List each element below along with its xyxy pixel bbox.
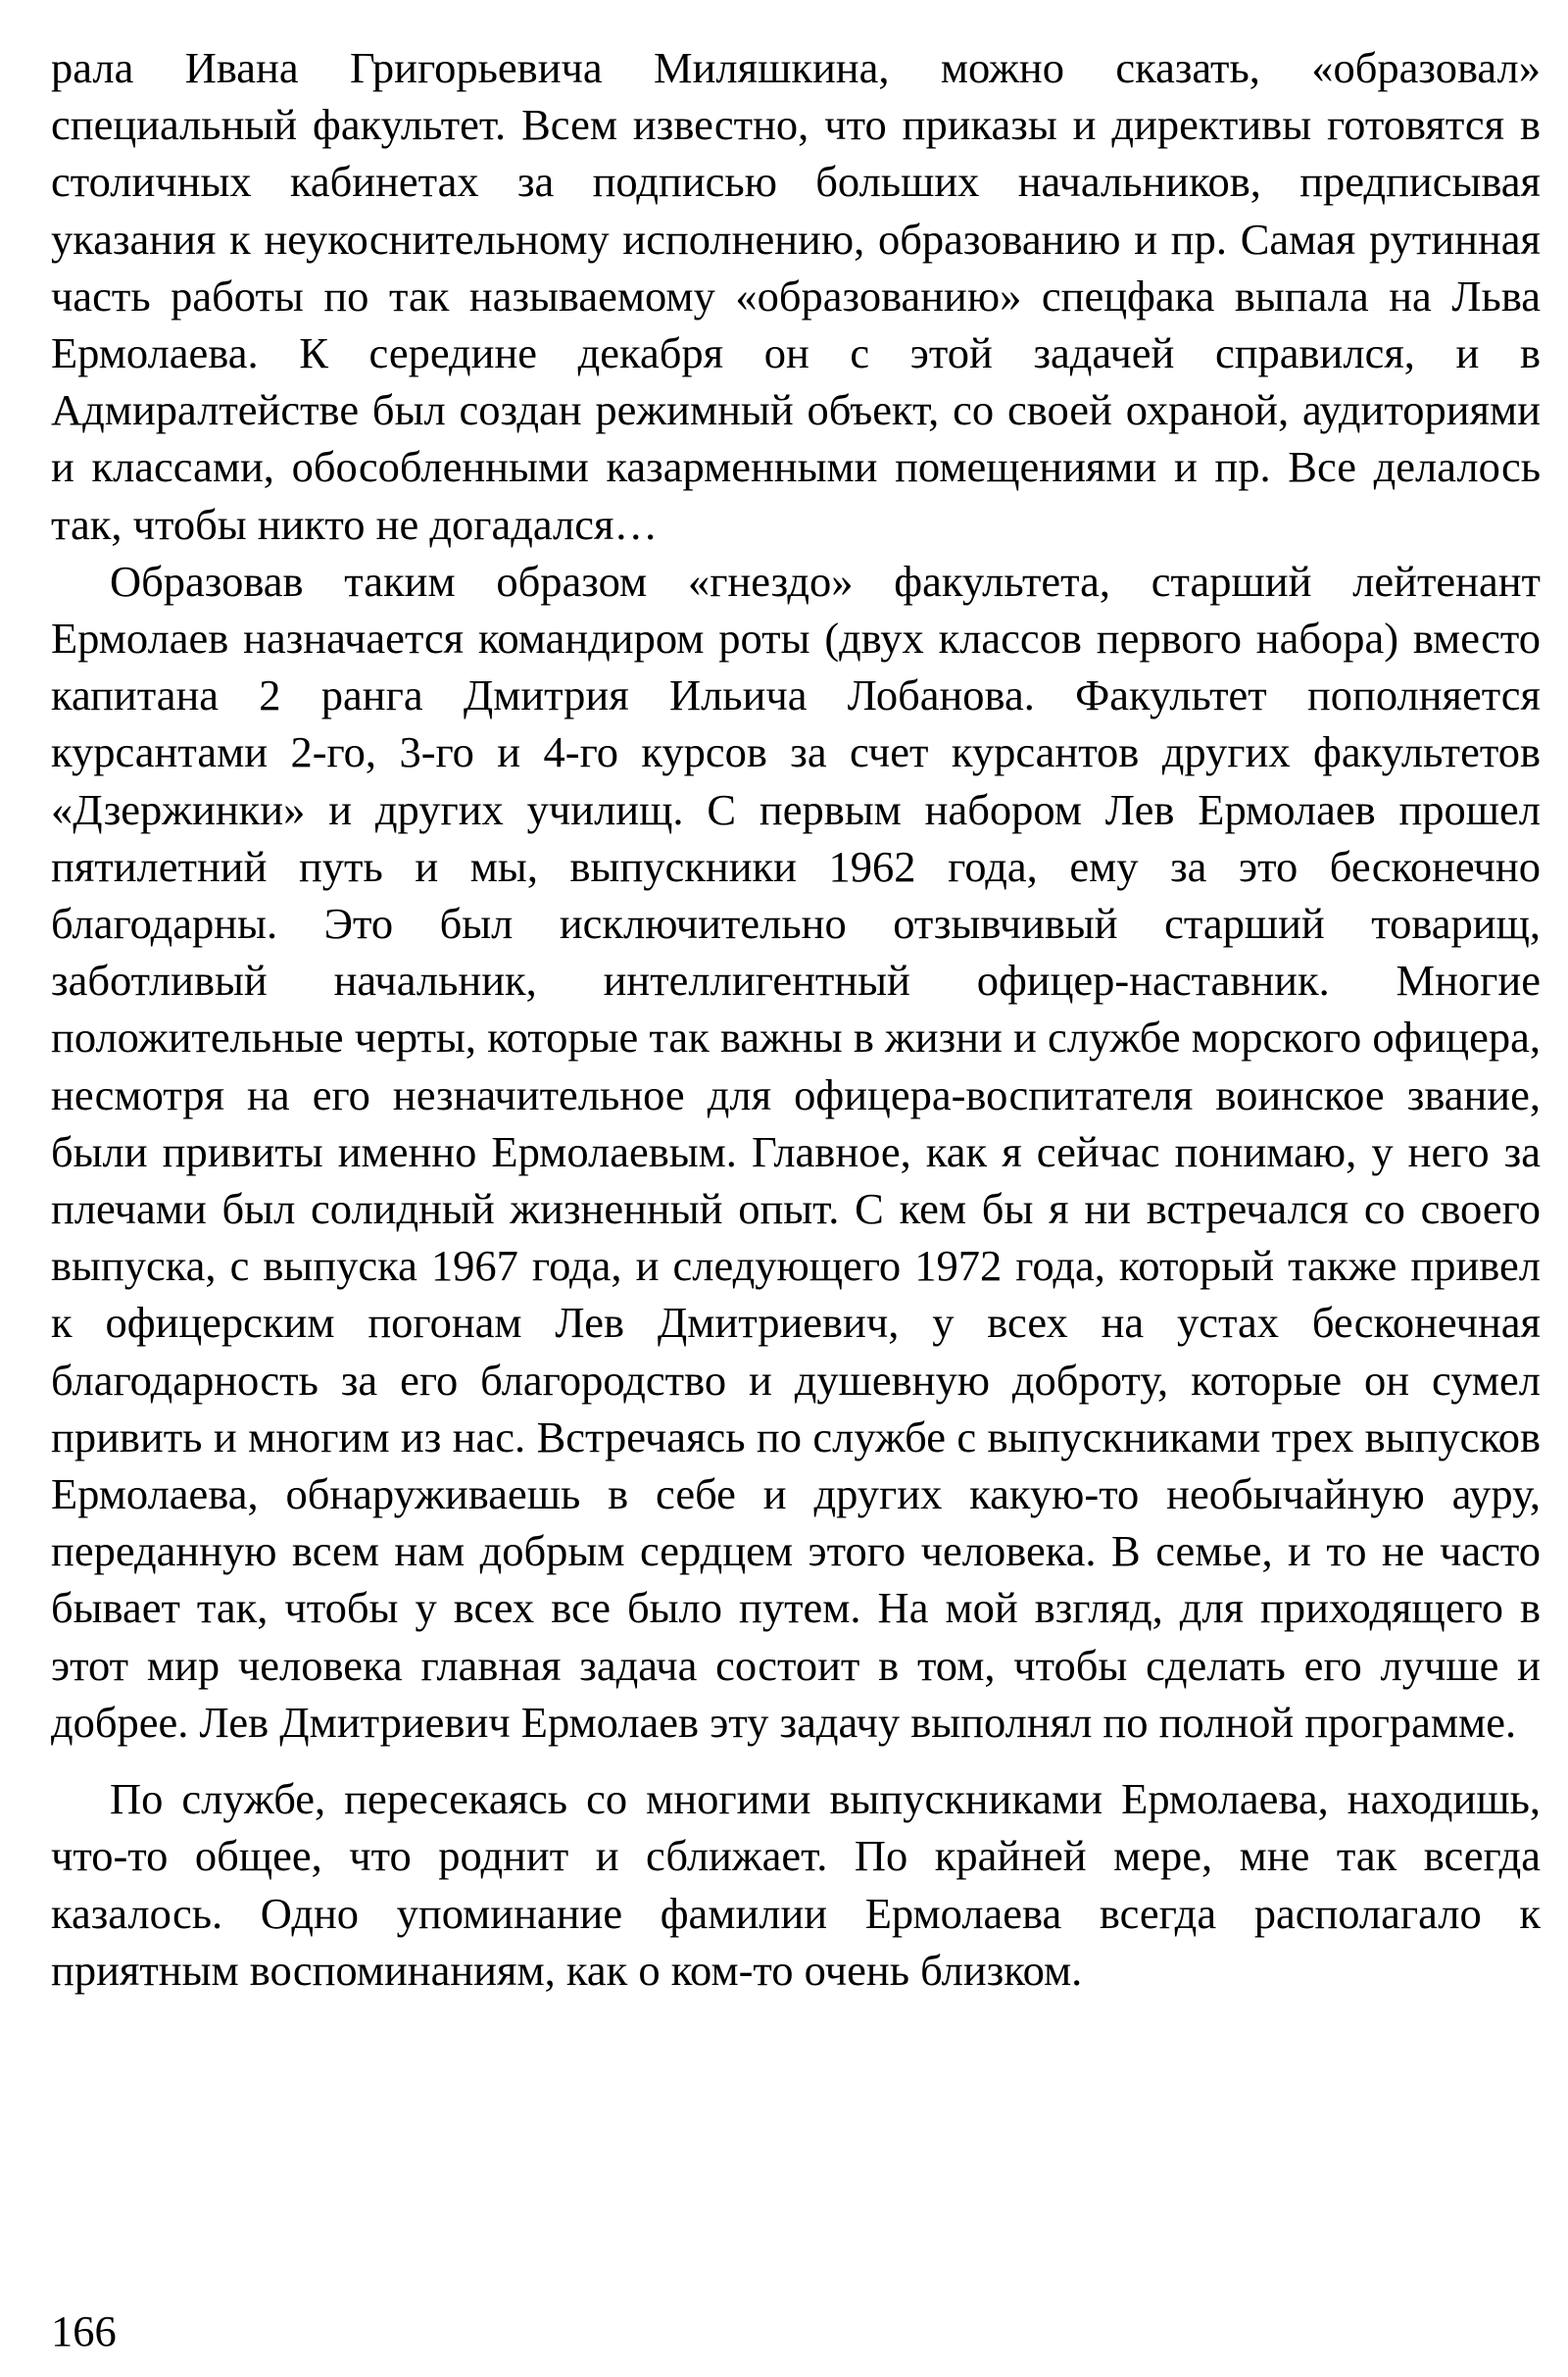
paragraph-continuation: рала Ивана Григорьевича Миляшкина, можно сказать, «образовал» специальный факультет. Всем известно, что приказы и директивы готовятся в столичных кабинетах за подписью больших начальников, предписывая указания к неукоснительному исполнению, образованию и пр. Самая рутинная часть работы по так называемому «образованию» спецфака выпала на Льва Ермолаева. К середине декабря он с этой задачей справился, и в Адмиралтействе был создан режимный объект, со своей охраной, аудиториями и классами, обособленными казарменными помещениями и пр. Все делалось так, чтобы никто не догадался… bbox=[51, 43, 1541, 549]
paragraph-yermolaev-company-commander: Образовав таким образом «гнездо» факультета, старший лейтенант Ермолаев назначается командиром роты (двух классов первого набора) вместо капитана 2 ранга Дмитрия Ильича Лобанова. Факультет пополняется курсантами 2-го, 3-го и 4-го курсов за счет курсантов других факультетов «Дзержинки» и других училищ. С первым набором Лев Ермолаев прошел пятилетний путь и мы, выпускники 1962 года, ему за это бесконечно благодарны. Это был исключительно отзывчивый старший товарищ, заботливый начальник, интеллигентный офицер-наставник. Многие положительные черты, которые так важны в жизни и службе морского офицера, несмотря на его незначительное для офицера-воспитателя воинское звание, были привиты именно Ермолаевым. Главное, как я сейчас понимаю, у него за плечами был солидный жизненный опыт. С кем бы я ни встречался со своего выпуска, с выпуска 1967 года, и следующего 1972 года, который также привел к офицерским погонам Лев Дмитриевич, у всех на устах бесконечная благодарность за его благородство и душевную доброту, которые он сумел привить и многим из нас. Встречаясь по службе с выпускниками трех выпусков Ермолаева, обнаруживаешь в себе и других какую-то необычайную ауру, переданную всем нам добрым сердцем этого человека. В семье, и то не часто бывает так, чтобы у всех все было путем. На мой взгляд, для приходящего в этот мир человека главная задача состоит в том, чтобы сделать его лучше и добрее. Лев Дмитриевич Ермолаев эту задачу выполнял по полной программе. bbox=[51, 556, 1541, 1747]
paragraph-service-memories: По службе, пересекаясь со многими выпускниками Ермолаева, находишь, что-то общее, что роднит и сближает. По крайней мере, мне так всегда казалось. Одно упоминание фамилии Ермолаева всегда располагало к приятным воспоминаниям, как о ком-то очень близком. bbox=[51, 1774, 1541, 1995]
book-page bbox=[51, 39, 1541, 2352]
page-number: 166 bbox=[51, 2306, 117, 2355]
